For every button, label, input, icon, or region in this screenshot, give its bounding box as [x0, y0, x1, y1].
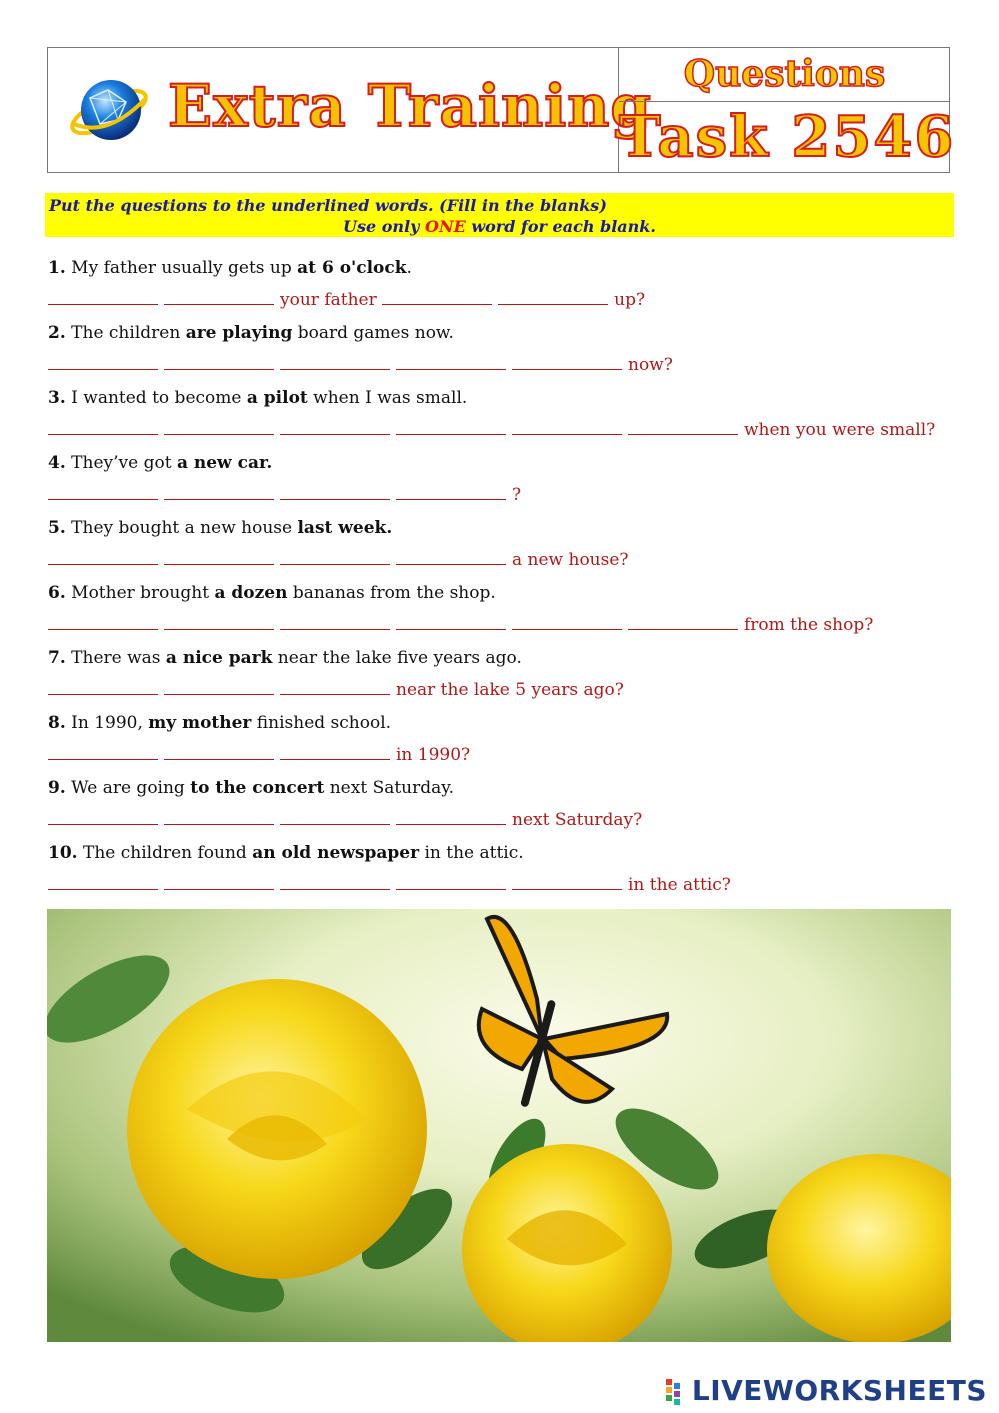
answer-blank[interactable]	[512, 420, 622, 435]
answer-line-3	[48, 420, 935, 440]
question-number: 3.	[48, 388, 66, 408]
answer-line-7	[48, 680, 624, 700]
answer-tail: from the shop?	[744, 615, 874, 635]
answer-tail: now?	[628, 355, 673, 375]
answer-blank[interactable]	[396, 615, 506, 630]
answer-tail: ?	[512, 485, 522, 505]
question-text-pre: The children	[71, 323, 186, 343]
underlined-phrase: an old newspaper	[252, 843, 420, 863]
worksheet-header	[47, 47, 956, 173]
question-text-pre: Mother brought	[71, 583, 215, 603]
answer-blank[interactable]	[280, 550, 390, 565]
answer-blank[interactable]	[48, 680, 158, 695]
answer-line-10	[48, 875, 731, 895]
question-number: 8.	[48, 713, 66, 733]
question-text-post: when I was small.	[307, 388, 468, 408]
question-text-post: in the attic.	[419, 843, 524, 863]
underlined-phrase: are playing	[185, 323, 293, 343]
answer-tail: in the attic?	[628, 875, 731, 895]
instructions-one-emphasis: ONE	[425, 217, 466, 236]
answer-blank[interactable]	[280, 745, 390, 760]
answer-tail: in 1990?	[396, 745, 471, 765]
answer-line-6	[48, 615, 873, 635]
answer-blank[interactable]	[396, 485, 506, 500]
answer-blank[interactable]	[280, 485, 390, 500]
answer-blank[interactable]	[280, 420, 390, 435]
question-8	[48, 713, 391, 733]
question-number: 4.	[48, 453, 66, 473]
underlined-phrase: at 6 o'clock	[297, 258, 407, 278]
answer-blank[interactable]	[628, 420, 738, 435]
answer-blank[interactable]	[280, 810, 390, 825]
question-number: 9.	[48, 778, 66, 798]
answer-blank[interactable]	[628, 615, 738, 630]
question-number: 1.	[48, 258, 66, 278]
answer-tail: up?	[614, 290, 646, 310]
liveworksheets-logo-icon	[666, 1377, 688, 1405]
question-number: 5.	[48, 518, 66, 538]
answer-blank[interactable]	[164, 875, 274, 890]
question-text-post: near the lake five years ago.	[272, 648, 522, 668]
answer-blank[interactable]	[48, 420, 158, 435]
question-7	[48, 648, 522, 668]
answer-blank[interactable]	[48, 550, 158, 565]
question-10	[48, 843, 524, 863]
question-6	[48, 583, 496, 603]
question-text-pre: There was	[71, 648, 166, 668]
answer-given-words: your father	[280, 290, 377, 310]
answer-blank[interactable]	[280, 355, 390, 370]
answer-blank[interactable]	[396, 355, 506, 370]
underlined-phrase: a nice park	[165, 648, 273, 668]
answer-blank[interactable]	[164, 745, 274, 760]
instructions-line-2-post: word for each blank.	[465, 217, 656, 236]
answer-blank[interactable]	[48, 355, 158, 370]
question-text-post: finished school.	[251, 713, 392, 733]
answer-blank[interactable]	[280, 615, 390, 630]
answer-blank[interactable]	[396, 875, 506, 890]
question-1	[48, 258, 412, 278]
answer-blank[interactable]	[280, 680, 390, 695]
underlined-phrase: my mother	[148, 713, 252, 733]
answer-blank[interactable]	[512, 615, 622, 630]
answer-blank[interactable]	[512, 875, 622, 890]
instructions-line-2-pre: Use only	[343, 217, 426, 236]
header-category-cell	[619, 48, 950, 102]
question-9	[48, 778, 454, 798]
answer-line-1	[48, 290, 645, 310]
question-4	[48, 453, 272, 473]
answer-blank[interactable]	[396, 420, 506, 435]
answer-blank[interactable]	[48, 485, 158, 500]
answer-tail: a new house?	[512, 550, 629, 570]
answer-line-8	[48, 745, 470, 765]
answer-line-5	[48, 550, 629, 570]
question-text-pre: They bought a new house	[71, 518, 298, 538]
underlined-phrase: to the concert	[190, 778, 325, 798]
underlined-phrase: a new car.	[176, 453, 273, 473]
question-text-pre: I wanted to become	[71, 388, 247, 408]
answer-blank[interactable]	[396, 810, 506, 825]
answer-line-4	[48, 485, 521, 505]
answer-tail: when you were small?	[744, 420, 936, 440]
butterfly-roses-photo	[47, 909, 951, 1342]
question-text-pre: We are going	[71, 778, 191, 798]
answer-blank[interactable]	[382, 290, 492, 305]
answer-blank[interactable]	[498, 290, 608, 305]
answer-line-2	[48, 355, 673, 375]
question-number: 10.	[48, 843, 78, 863]
answer-blank[interactable]	[48, 615, 158, 630]
category-label: Questions	[683, 53, 886, 95]
answer-blank[interactable]	[164, 290, 274, 305]
question-number: 7.	[48, 648, 66, 668]
question-text-pre: In 1990,	[71, 713, 149, 733]
answer-blank[interactable]	[512, 355, 622, 370]
instructions-line-2	[49, 216, 950, 237]
header-title-cell	[48, 48, 652, 172]
question-5	[48, 518, 392, 538]
answer-blank[interactable]	[396, 550, 506, 565]
question-text-post: next Saturday.	[324, 778, 455, 798]
answer-blank[interactable]	[164, 550, 274, 565]
question-text-post: board games now.	[292, 323, 454, 343]
question-2	[48, 323, 454, 343]
brand-text: LIVEWORKSHEETS	[691, 1374, 987, 1407]
answer-blank[interactable]	[48, 875, 158, 890]
answer-blank[interactable]	[164, 680, 274, 695]
answer-blank[interactable]	[48, 745, 158, 760]
instructions-line-1: Put the questions to the underlined words. (Fill in the blanks)	[49, 196, 607, 215]
question-text-pre: The children found	[82, 843, 253, 863]
question-text-post: bananas from the shop.	[287, 583, 496, 603]
underlined-phrase: a dozen	[214, 583, 288, 603]
answer-blank[interactable]	[164, 810, 274, 825]
liveworksheets-brand[interactable]	[666, 1374, 987, 1407]
worksheet-title: Extra Training	[168, 72, 652, 140]
instructions-banner	[45, 193, 954, 237]
answer-blank[interactable]	[280, 875, 390, 890]
answer-line-9	[48, 810, 642, 830]
answer-blank[interactable]	[164, 420, 274, 435]
question-text-pre: My father usually gets up	[71, 258, 298, 278]
answer-blank[interactable]	[164, 615, 274, 630]
question-number: 2.	[48, 323, 66, 343]
answer-blank[interactable]	[48, 290, 158, 305]
answer-blank[interactable]	[164, 355, 274, 370]
globe-icon	[68, 68, 150, 150]
question-3	[48, 388, 467, 408]
header-task-cell	[619, 102, 956, 172]
task-number: Task 2546	[619, 104, 956, 170]
answer-blank[interactable]	[48, 810, 158, 825]
answer-tail: near the lake 5 years ago?	[396, 680, 624, 700]
question-text-pre: They’ve got	[71, 453, 177, 473]
question-text-post: .	[406, 258, 412, 278]
answer-blank[interactable]	[164, 485, 274, 500]
question-number: 6.	[48, 583, 66, 603]
answer-tail: next Saturday?	[512, 810, 643, 830]
underlined-phrase: last week.	[297, 518, 393, 538]
underlined-phrase: a pilot	[246, 388, 308, 408]
